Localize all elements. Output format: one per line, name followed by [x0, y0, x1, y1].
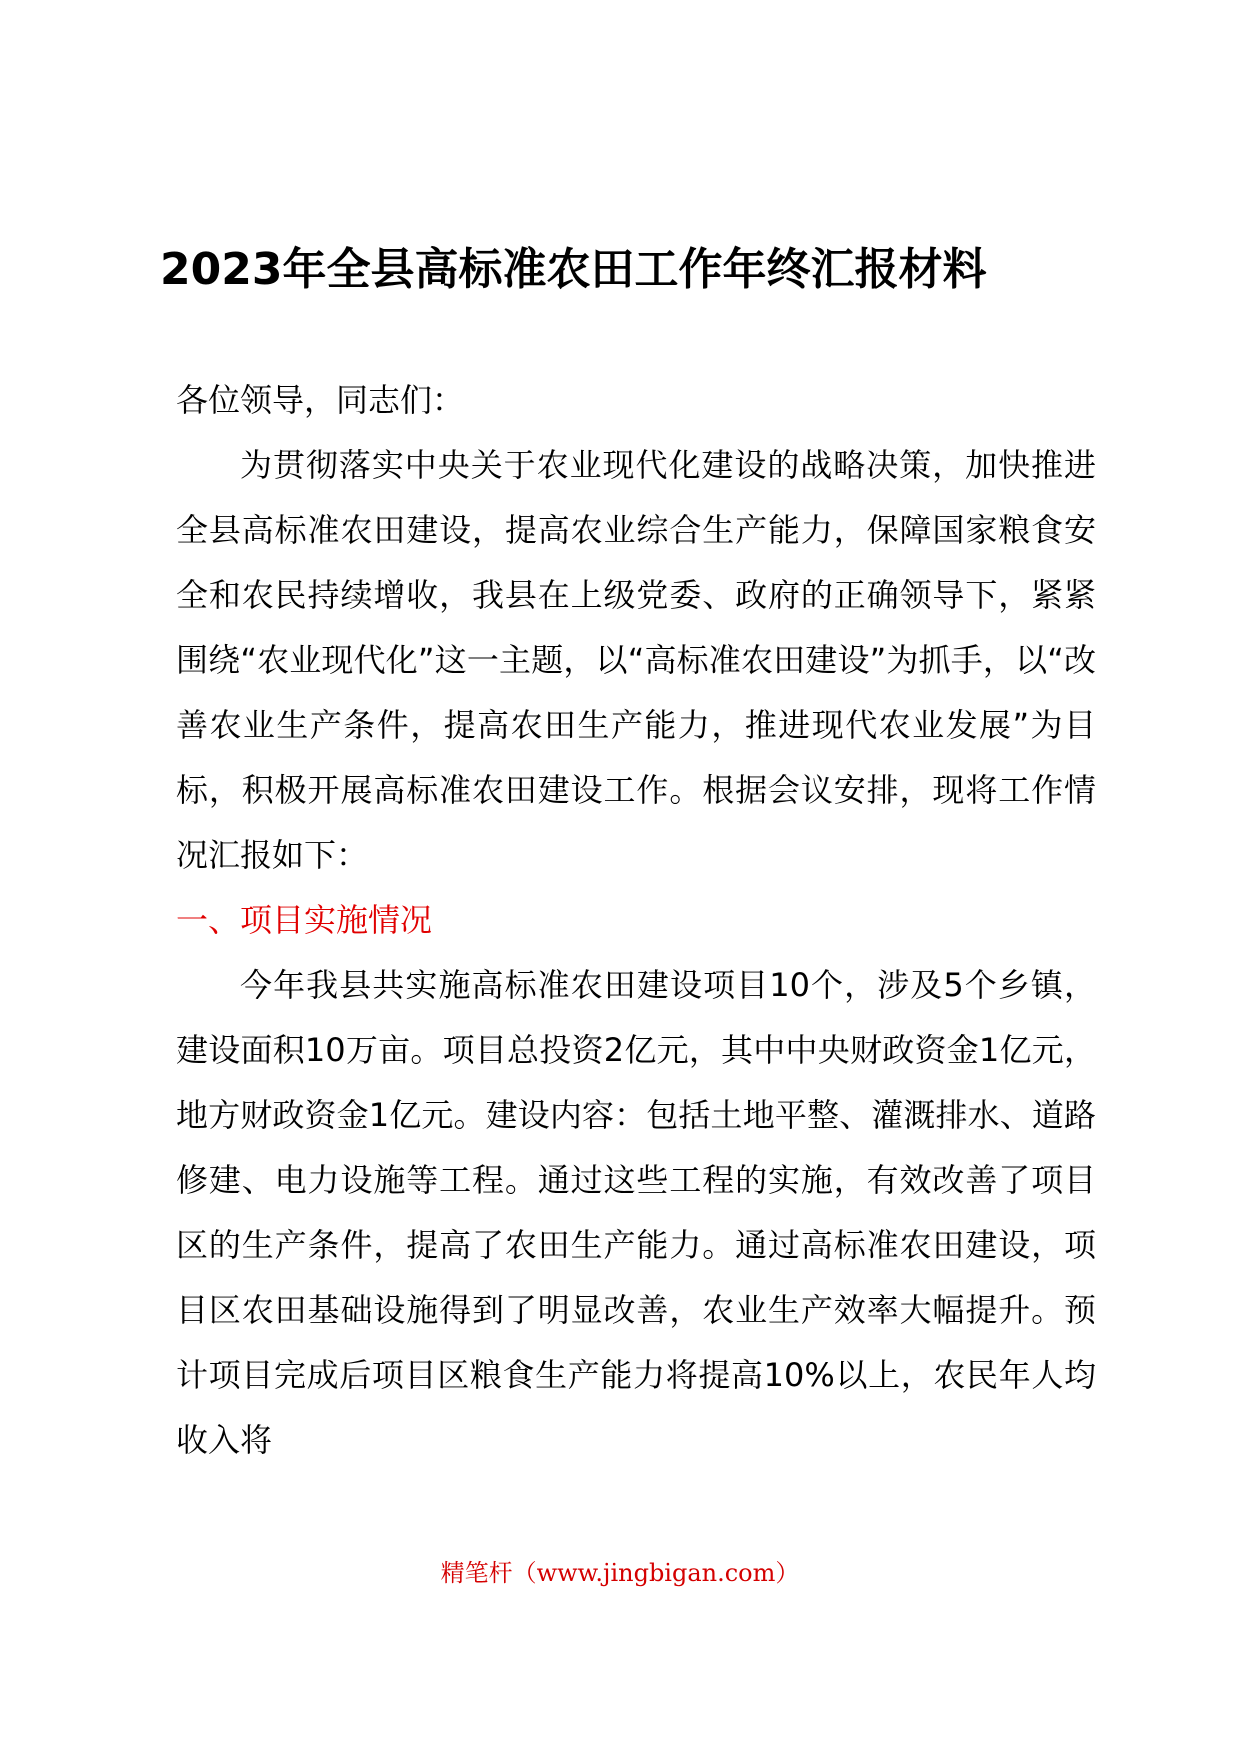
- section-heading-project-implementation: 一、项目实施情况: [176, 901, 433, 939]
- document-title: 2023年全县高标准农田工作年终汇报材料: [160, 244, 987, 295]
- salutation: 各位领导，同志们：: [176, 381, 465, 419]
- document-body: [176, 368, 1096, 1473]
- intro-paragraph: 为贯彻落实中央关于农业现代化建设的战略决策，加快推进全县高标准农田建设，提高农业综合生产能力，保障国家粮食安全和农民持续增收，我县在上级党委、政府的正确领导下，紧紧围绕“农业现代化”这一主题，以“高标准农田建设”为抓手，以“改善农业生产条件，提高农田生产能力，推进现代农业发展”为目标，积极开展高标准农田建设工作。根据会议安排，现将工作情况汇报如下：: [176, 446, 1096, 874]
- section-1-paragraph: 今年我县共实施高标准农田建设项目10个，涉及5个乡镇，建设面积10万亩。项目总投资2亿元，其中中央财政资金1亿元，地方财政资金1亿元。建设内容：包括土地平整、灌溉排水、道路修建、电力设施等工程。通过这些工程的实施，有效改善了项目区的生产条件，提高了农田生产能力。通过高标准农田建设，项目区农田基础设施得到了明显改善，农业生产效率大幅提升。预计项目完成后项目区粮食生产能力将提高10%以上，农民年人均收入将: [176, 966, 1096, 1459]
- footer-watermark: 精笔杆（www.jingbigan.com）: [440, 1559, 800, 1587]
